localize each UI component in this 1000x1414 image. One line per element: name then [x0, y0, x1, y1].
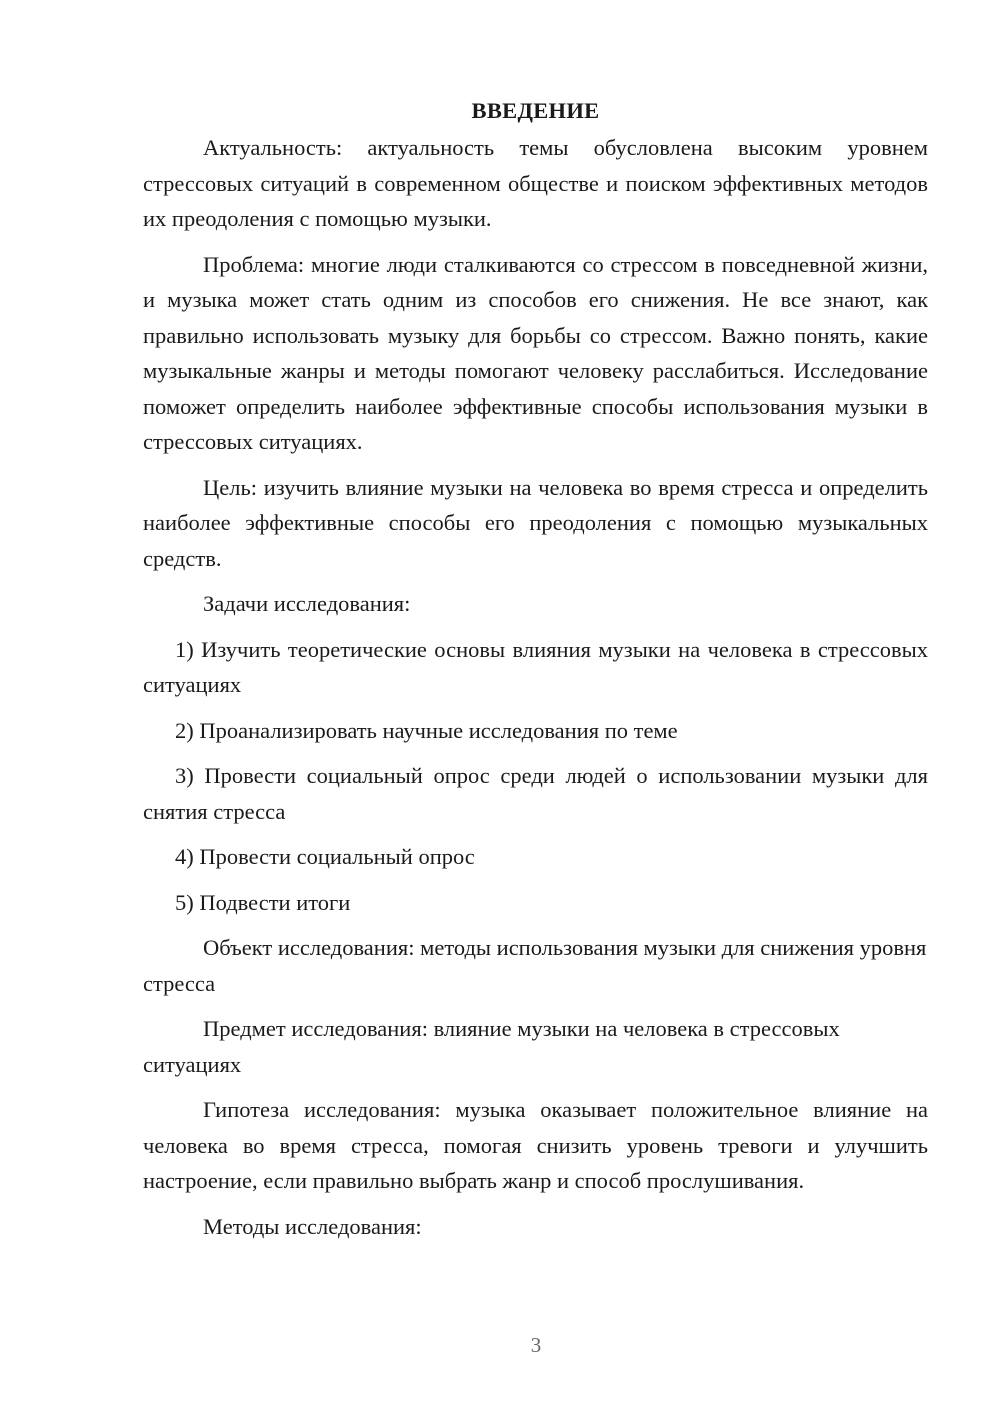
task-item-5: 5) Подвести итоги — [175, 889, 351, 915]
page-content — [143, 96, 928, 1254]
paragraph-hypothesis: Гипотеза исследования: музыка оказывает положительное влияние на человека во время стресса, помогая снизить уровень тревоги и улучшить настроение, если правильно выбрать жанр и способ прослушивания. — [143, 1097, 928, 1193]
page-title: ВВЕДЕНИЕ — [471, 98, 600, 123]
paragraph-problem: Проблема: многие люди сталкиваются со стрессом в повседневной жизни, и музыка может стать одним из способов его снижения. Не все знают, как правильно использовать музыку для борьбы со стрессом. Важно понять, какие музыкальные жанры и методы помогают человеку расслабиться. Исследование поможет определить наиболее эффективные способы использования музыки в стрессовых ситуациях. — [143, 251, 928, 454]
task-item-4: 4) Провести социальный опрос — [175, 844, 475, 869]
methods-heading: Методы исследования: — [203, 1213, 422, 1239]
paragraph-object: Объект исследования: методы использования музыки для снижения уровня стресса — [143, 935, 927, 996]
page-number: 3 — [530, 1333, 542, 1357]
task-item-3: 3) Провести социальный опрос среди людей о использовании музыки для снятия стресса — [143, 763, 928, 824]
paragraph-goal: Цель: изучить влияние музыки на человека во время стресса и определить наиболее эффективные способы его преодоления с помощью музыкальных средств. — [143, 474, 928, 571]
tasks-heading: Задачи исследования: — [203, 591, 411, 616]
task-item-2: 2) Проанализировать научные исследования по теме — [175, 717, 678, 743]
task-item-1: 1) Изучить теоретические основы влияния музыки на человека в стрессовых ситуациях — [143, 636, 928, 697]
paragraph-relevance: Актуальность: актуальность темы обусловлена высоким уровнем стрессовых ситуаций в современном обществе и поиском эффективных методов их преодоления с помощью музыки. — [143, 135, 928, 231]
paragraph-subject: Предмет исследования: влияние музыки на человека в стрессовых ситуациях — [143, 1016, 840, 1077]
